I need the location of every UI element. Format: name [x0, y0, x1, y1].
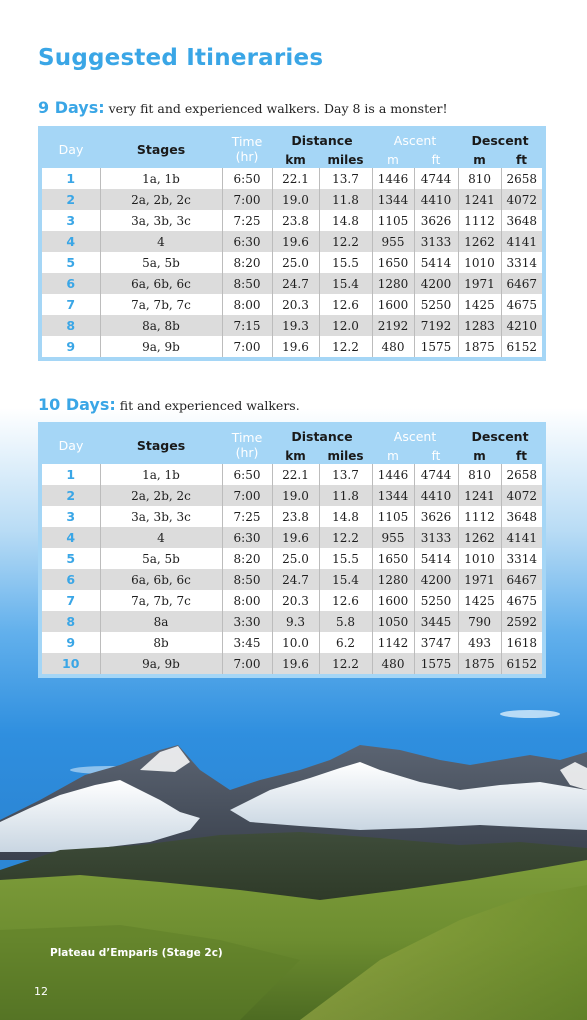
cell-day: 8 [42, 315, 100, 336]
header-time-unit: (hr) [235, 149, 259, 164]
cell-descent-ft: 1618 [501, 632, 542, 653]
header-descent: Descent [458, 426, 542, 447]
cell-descent-m: 1241 [458, 189, 501, 210]
table-row [42, 653, 542, 674]
table-row [42, 294, 542, 315]
header-time-unit: (hr) [235, 445, 259, 460]
page-title: Suggested Itineraries [38, 45, 324, 71]
table-row [42, 210, 542, 231]
cell-km: 23.8 [272, 210, 319, 231]
cell-miles: 13.7 [319, 168, 372, 189]
cell-km: 19.6 [272, 653, 319, 674]
table-row [42, 189, 542, 210]
cell-descent-m: 1875 [458, 653, 501, 674]
cell-ascent-ft: 3133 [414, 527, 458, 548]
cell-descent-ft: 2658 [501, 168, 542, 189]
cell-ascent-ft: 3133 [414, 231, 458, 252]
cell-ascent-m: 1600 [372, 590, 414, 611]
cell-time: 7:00 [222, 189, 272, 210]
cell-miles: 14.8 [319, 210, 372, 231]
cell-stages: 8a, 8b [100, 315, 222, 336]
cell-time: 8:20 [222, 548, 272, 569]
cell-ascent-ft: 5250 [414, 294, 458, 315]
cell-ascent-ft: 4744 [414, 464, 458, 485]
photo-caption: Plateau d’Emparis (Stage 2c) [50, 947, 223, 959]
cell-time: 6:50 [222, 464, 272, 485]
cell-day: 5 [42, 252, 100, 273]
header-ascent-m: m [372, 447, 414, 464]
cell-ascent-m: 1344 [372, 189, 414, 210]
cell-time: 7:00 [222, 336, 272, 357]
cell-day: 1 [42, 168, 100, 189]
intro-10-days-lead: 10 Days: [38, 395, 116, 414]
cell-stages: 8b [100, 632, 222, 653]
table-row [42, 231, 542, 252]
cell-ascent-m: 1650 [372, 252, 414, 273]
cell-ascent-ft: 3747 [414, 632, 458, 653]
header-ascent-ft: ft [414, 447, 458, 464]
cell-ascent-ft: 3626 [414, 506, 458, 527]
cell-km: 19.6 [272, 231, 319, 252]
cell-stages: 1a, 1b [100, 464, 222, 485]
cell-time: 7:00 [222, 653, 272, 674]
header-descent-ft: ft [501, 447, 542, 464]
cell-km: 25.0 [272, 548, 319, 569]
itinerary-10-table [38, 422, 546, 678]
header-descent-ft: ft [501, 151, 542, 168]
cell-miles: 14.8 [319, 506, 372, 527]
cell-day: 2 [42, 485, 100, 506]
cell-time: 7:25 [222, 210, 272, 231]
cell-ascent-m: 955 [372, 527, 414, 548]
header-time-label: Time [231, 134, 263, 149]
cell-miles: 12.2 [319, 231, 372, 252]
cell-ascent-ft: 4410 [414, 485, 458, 506]
cell-descent-m: 1425 [458, 590, 501, 611]
cell-day: 6 [42, 273, 100, 294]
cell-descent-m: 1971 [458, 273, 501, 294]
cell-km: 19.6 [272, 527, 319, 548]
header-miles: miles [319, 447, 372, 464]
table-row [42, 485, 542, 506]
cell-time: 3:45 [222, 632, 272, 653]
table-row [42, 632, 542, 653]
intro-10-days-text: fit and experienced walkers. [115, 398, 300, 413]
cell-ascent-ft: 1575 [414, 653, 458, 674]
table-row [42, 315, 542, 336]
cell-day: 2 [42, 189, 100, 210]
cell-descent-ft: 3648 [501, 506, 542, 527]
cell-miles: 15.4 [319, 569, 372, 590]
cell-time: 6:30 [222, 527, 272, 548]
cell-day: 7 [42, 294, 100, 315]
cell-miles: 6.2 [319, 632, 372, 653]
cell-day: 9 [42, 336, 100, 357]
intro-9-days-lead: 9 Days: [38, 98, 105, 117]
cell-stages: 2a, 2b, 2c [100, 189, 222, 210]
table-row [42, 336, 542, 357]
cell-time: 8:50 [222, 569, 272, 590]
cell-descent-ft: 3314 [501, 548, 542, 569]
cell-day: 7 [42, 590, 100, 611]
cell-time: 6:30 [222, 231, 272, 252]
cell-stages: 4 [100, 527, 222, 548]
cell-day: 5 [42, 548, 100, 569]
cell-descent-m: 1241 [458, 485, 501, 506]
cell-descent-m: 1875 [458, 336, 501, 357]
cell-stages: 2a, 2b, 2c [100, 485, 222, 506]
table-row [42, 611, 542, 632]
cell-descent-ft: 6152 [501, 336, 542, 357]
cell-stages: 5a, 5b [100, 548, 222, 569]
cell-miles: 12.2 [319, 653, 372, 674]
cell-day: 1 [42, 464, 100, 485]
cell-descent-m: 1112 [458, 210, 501, 231]
header-day: Day [42, 130, 100, 168]
cell-miles: 13.7 [319, 464, 372, 485]
cell-miles: 15.4 [319, 273, 372, 294]
cell-stages: 9a, 9b [100, 653, 222, 674]
itinerary-10-body [42, 464, 542, 674]
cell-stages: 3a, 3b, 3c [100, 210, 222, 231]
cell-ascent-ft: 5414 [414, 252, 458, 273]
cell-ascent-ft: 3445 [414, 611, 458, 632]
cell-descent-m: 493 [458, 632, 501, 653]
header-stages: Stages [100, 130, 222, 168]
header-distance: Distance [272, 130, 372, 151]
header-time [222, 130, 272, 168]
cell-day: 3 [42, 506, 100, 527]
cell-ascent-m: 2192 [372, 315, 414, 336]
cell-miles: 12.0 [319, 315, 372, 336]
cell-time: 8:00 [222, 590, 272, 611]
cell-time: 6:50 [222, 168, 272, 189]
cell-ascent-ft: 5250 [414, 590, 458, 611]
cell-ascent-ft: 4200 [414, 273, 458, 294]
cell-km: 10.0 [272, 632, 319, 653]
cell-descent-m: 1425 [458, 294, 501, 315]
table-row [42, 168, 542, 189]
cell-stages: 4 [100, 231, 222, 252]
cell-km: 22.1 [272, 168, 319, 189]
cell-miles: 12.6 [319, 294, 372, 315]
header-miles: miles [319, 151, 372, 168]
table-row [42, 590, 542, 611]
header-descent-m: m [458, 151, 501, 168]
cell-descent-ft: 6467 [501, 273, 542, 294]
cell-day: 6 [42, 569, 100, 590]
cell-time: 8:00 [222, 294, 272, 315]
header-distance: Distance [272, 426, 372, 447]
header-ascent: Ascent [372, 130, 458, 151]
header-ascent-ft: ft [414, 151, 458, 168]
cell-day: 9 [42, 632, 100, 653]
cell-day: 8 [42, 611, 100, 632]
cell-miles: 11.8 [319, 189, 372, 210]
cell-stages: 3a, 3b, 3c [100, 506, 222, 527]
cell-ascent-m: 1105 [372, 210, 414, 231]
cell-descent-m: 1010 [458, 548, 501, 569]
cell-miles: 11.8 [319, 485, 372, 506]
cell-time: 7:25 [222, 506, 272, 527]
intro-9-days [38, 98, 448, 117]
cell-ascent-ft: 7192 [414, 315, 458, 336]
cell-descent-ft: 4141 [501, 231, 542, 252]
intro-10-days [38, 395, 300, 414]
table-row [42, 569, 542, 590]
intro-9-days-text: very fit and experienced walkers. Day 8 is a monster! [104, 101, 448, 116]
header-descent: Descent [458, 130, 542, 151]
cell-stages: 5a, 5b [100, 252, 222, 273]
cell-time: 3:30 [222, 611, 272, 632]
cell-km: 19.3 [272, 315, 319, 336]
cell-ascent-ft: 5414 [414, 548, 458, 569]
cell-ascent-m: 1142 [372, 632, 414, 653]
cell-stages: 6a, 6b, 6c [100, 569, 222, 590]
cell-miles: 12.6 [319, 590, 372, 611]
cell-miles: 5.8 [319, 611, 372, 632]
cell-descent-ft: 2658 [501, 464, 542, 485]
cell-descent-ft: 3314 [501, 252, 542, 273]
cell-km: 24.7 [272, 569, 319, 590]
cell-time: 8:20 [222, 252, 272, 273]
header-descent-m: m [458, 447, 501, 464]
cell-time: 8:50 [222, 273, 272, 294]
cell-km: 9.3 [272, 611, 319, 632]
cell-descent-m: 1262 [458, 231, 501, 252]
header-ascent-m: m [372, 151, 414, 168]
header-km: km [272, 447, 319, 464]
page-number: 12 [34, 985, 48, 998]
cell-km: 19.0 [272, 189, 319, 210]
cell-ascent-m: 1446 [372, 464, 414, 485]
table-row [42, 527, 542, 548]
cell-descent-ft: 4141 [501, 527, 542, 548]
cell-miles: 15.5 [319, 548, 372, 569]
cell-ascent-m: 1105 [372, 506, 414, 527]
cell-miles: 12.2 [319, 527, 372, 548]
cell-km: 20.3 [272, 294, 319, 315]
cell-descent-m: 1283 [458, 315, 501, 336]
cell-km: 23.8 [272, 506, 319, 527]
cell-ascent-m: 955 [372, 231, 414, 252]
cell-day: 10 [42, 653, 100, 674]
cell-time: 7:15 [222, 315, 272, 336]
table-row [42, 464, 542, 485]
cell-ascent-ft: 1575 [414, 336, 458, 357]
cell-ascent-m: 1446 [372, 168, 414, 189]
cell-descent-ft: 4675 [501, 590, 542, 611]
cell-descent-m: 790 [458, 611, 501, 632]
cell-descent-ft: 4210 [501, 315, 542, 336]
cell-descent-ft: 2592 [501, 611, 542, 632]
itinerary-9-body [42, 168, 542, 357]
cell-descent-ft: 4072 [501, 189, 542, 210]
header-time [222, 426, 272, 464]
cell-stages: 7a, 7b, 7c [100, 294, 222, 315]
cell-day: 4 [42, 527, 100, 548]
cell-ascent-m: 1280 [372, 273, 414, 294]
cell-stages: 9a, 9b [100, 336, 222, 357]
cell-stages: 8a [100, 611, 222, 632]
cell-km: 22.1 [272, 464, 319, 485]
cell-descent-m: 1112 [458, 506, 501, 527]
cell-ascent-m: 1344 [372, 485, 414, 506]
cell-stages: 7a, 7b, 7c [100, 590, 222, 611]
cell-descent-m: 1010 [458, 252, 501, 273]
cell-descent-m: 1262 [458, 527, 501, 548]
table-row [42, 273, 542, 294]
cell-day: 4 [42, 231, 100, 252]
cell-ascent-m: 1600 [372, 294, 414, 315]
cell-descent-ft: 6467 [501, 569, 542, 590]
cell-ascent-ft: 3626 [414, 210, 458, 231]
header-ascent: Ascent [372, 426, 458, 447]
cell-km: 25.0 [272, 252, 319, 273]
table-row [42, 548, 542, 569]
cell-ascent-m: 480 [372, 336, 414, 357]
table-row [42, 506, 542, 527]
cell-day: 3 [42, 210, 100, 231]
cell-ascent-m: 1650 [372, 548, 414, 569]
header-km: km [272, 151, 319, 168]
cell-descent-m: 810 [458, 464, 501, 485]
cell-descent-ft: 4072 [501, 485, 542, 506]
cell-descent-m: 1971 [458, 569, 501, 590]
cell-ascent-ft: 4200 [414, 569, 458, 590]
cell-ascent-m: 480 [372, 653, 414, 674]
cell-ascent-ft: 4410 [414, 189, 458, 210]
cell-descent-ft: 4675 [501, 294, 542, 315]
cell-stages: 1a, 1b [100, 168, 222, 189]
cell-ascent-ft: 4744 [414, 168, 458, 189]
cell-stages: 6a, 6b, 6c [100, 273, 222, 294]
cell-miles: 15.5 [319, 252, 372, 273]
cell-descent-m: 810 [458, 168, 501, 189]
cell-descent-ft: 3648 [501, 210, 542, 231]
table-row [42, 252, 542, 273]
header-stages: Stages [100, 426, 222, 464]
cell-time: 7:00 [222, 485, 272, 506]
itinerary-9-table [38, 126, 546, 361]
cell-km: 20.3 [272, 590, 319, 611]
cell-km: 19.0 [272, 485, 319, 506]
cell-ascent-m: 1280 [372, 569, 414, 590]
header-time-label: Time [231, 430, 263, 445]
cell-km: 19.6 [272, 336, 319, 357]
cell-descent-ft: 6152 [501, 653, 542, 674]
cell-ascent-m: 1050 [372, 611, 414, 632]
header-day: Day [42, 426, 100, 464]
cell-km: 24.7 [272, 273, 319, 294]
cell-miles: 12.2 [319, 336, 372, 357]
